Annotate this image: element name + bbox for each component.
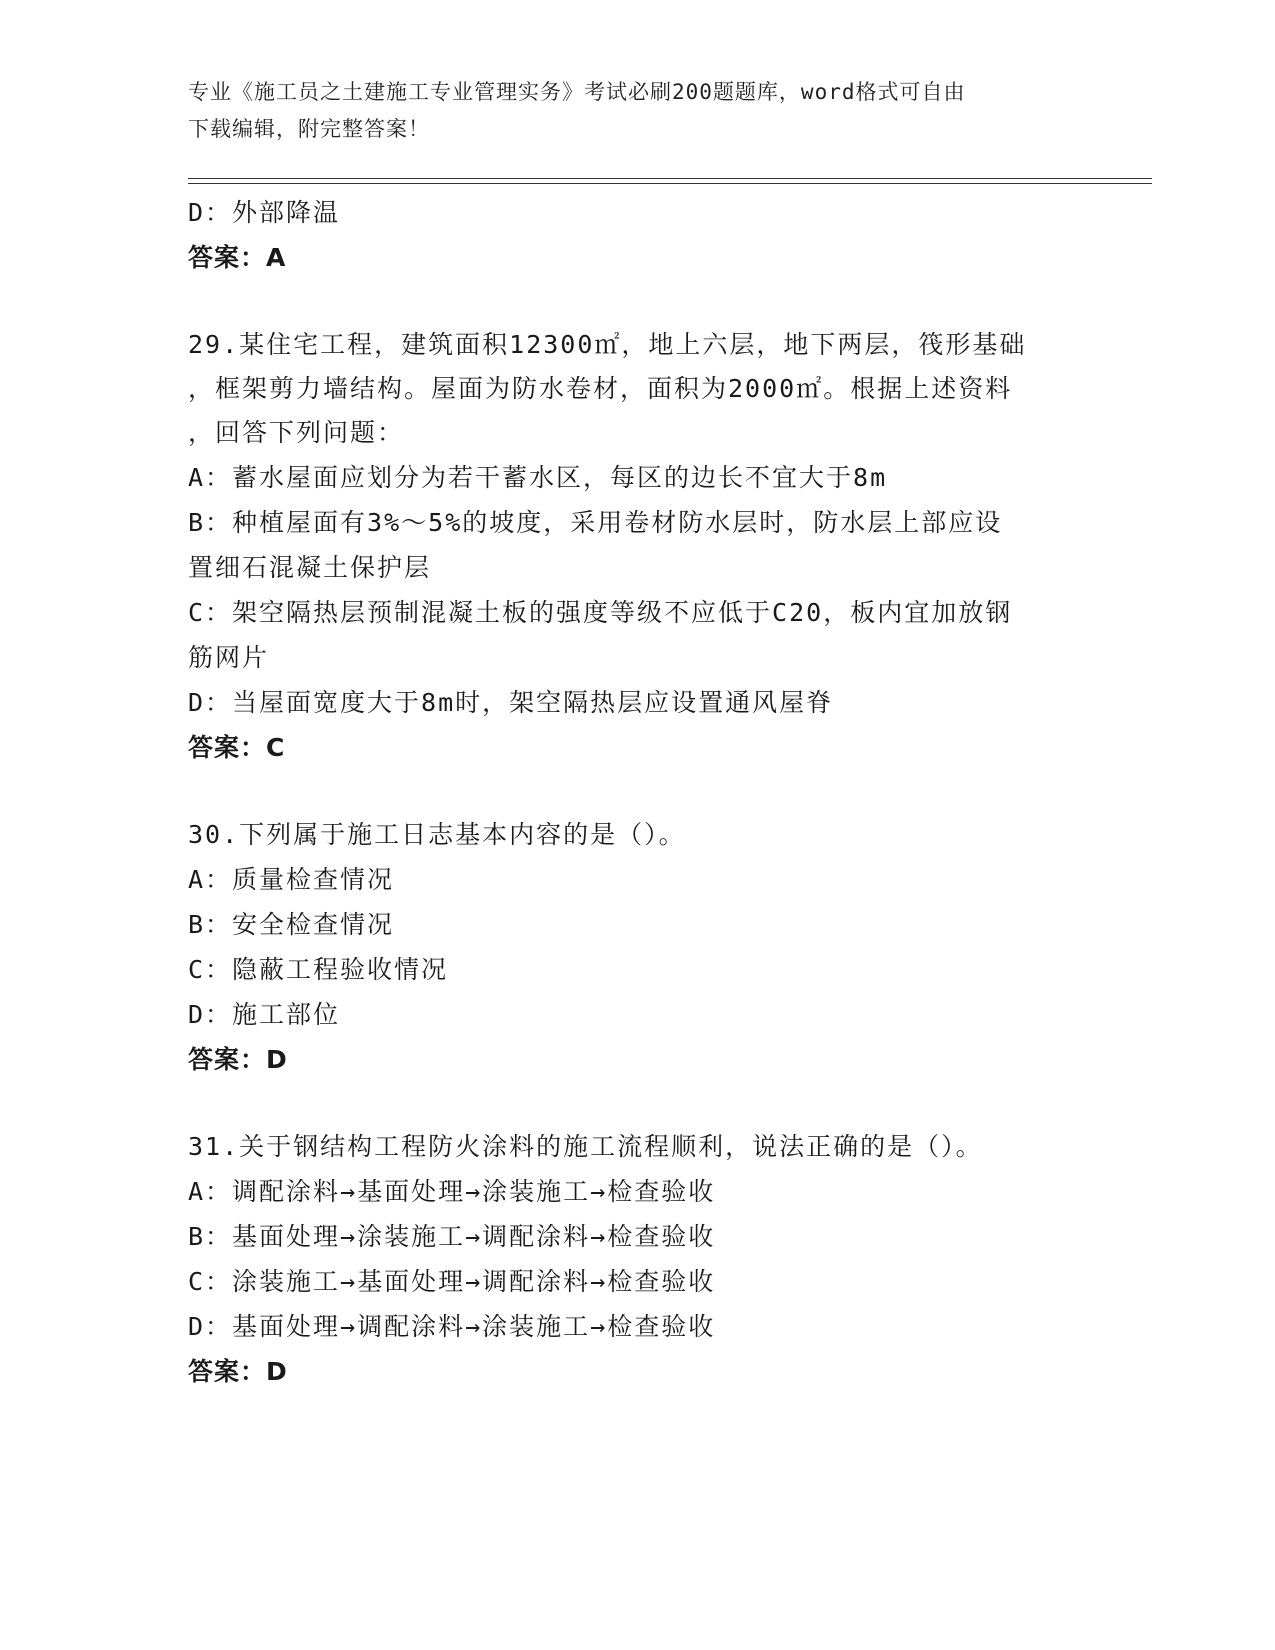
q31-answer: 答案：D: [188, 1357, 288, 1386]
q31-option-b: B：基面处理→涂装施工→调配涂料→检查验收: [188, 1222, 716, 1251]
q30-option-d: D：施工部位: [188, 1000, 341, 1029]
header-divider-bottom: [188, 183, 1152, 184]
q29-option-c-line-1: C：架空隔热层预制混凝土板的强度等级不应低于C20，板内宜加放钢: [188, 598, 1013, 627]
q29-option-c-line-2: 筋网片: [188, 643, 270, 672]
q29-option-a: A：蓄水屋面应划分为若干蓄水区，每区的边长不宜大于8m: [188, 463, 888, 492]
q30-answer: 答案：D: [188, 1045, 288, 1074]
q29-option-d: D：当屋面宽度大于8m时，架空隔热层应设置通风屋脊: [188, 688, 834, 717]
prev-question-answer: 答案：A: [188, 243, 287, 272]
q29-stem-line-1: 29.某住宅工程，建筑面积12300㎡，地上六层，地下两层，筏形基础: [188, 330, 1027, 359]
q29-option-b-line-2: 置细石混凝土保护层: [188, 553, 432, 582]
q31-option-d: D：基面处理→调配涂料→涂装施工→检查验收: [188, 1312, 716, 1341]
q29-stem-line-2: ，框架剪力墙结构。屋面为防水卷材，面积为2000㎡。根据上述资料: [188, 374, 1013, 403]
q29-answer: 答案：C: [188, 733, 286, 762]
q29-option-b-line-1: B：种植屋面有3%～5%的坡度，采用卷材防水层时，防水层上部应设: [188, 508, 1003, 537]
q31-option-c: C：涂装施工→基面处理→调配涂料→检查验收: [188, 1267, 716, 1296]
q30-stem: 30.下列属于施工日志基本内容的是（）。: [188, 820, 686, 849]
document-header: [188, 74, 1068, 148]
q30-option-c: C：隐蔽工程验收情况: [188, 955, 449, 984]
header-title-line-1: 专业《施工员之土建施工专业管理实务》考试必刷200题题库，word格式可自由: [188, 80, 966, 104]
q31-option-a: A：调配涂料→基面处理→涂装施工→检查验收: [188, 1177, 716, 1206]
q31-stem: 31.关于钢结构工程防火涂料的施工流程顺利，说法正确的是（）。: [188, 1132, 983, 1161]
q29-stem-line-3: ，回答下列问题：: [188, 418, 405, 447]
header-title-line-2: 下载编辑，附完整答案！: [188, 117, 430, 141]
q30-option-a: A：质量检查情况: [188, 865, 395, 894]
q30-option-b: B：安全检查情况: [188, 910, 395, 939]
prev-question-option-d: D：外部降温: [188, 198, 341, 227]
header-divider-top: [188, 178, 1152, 179]
